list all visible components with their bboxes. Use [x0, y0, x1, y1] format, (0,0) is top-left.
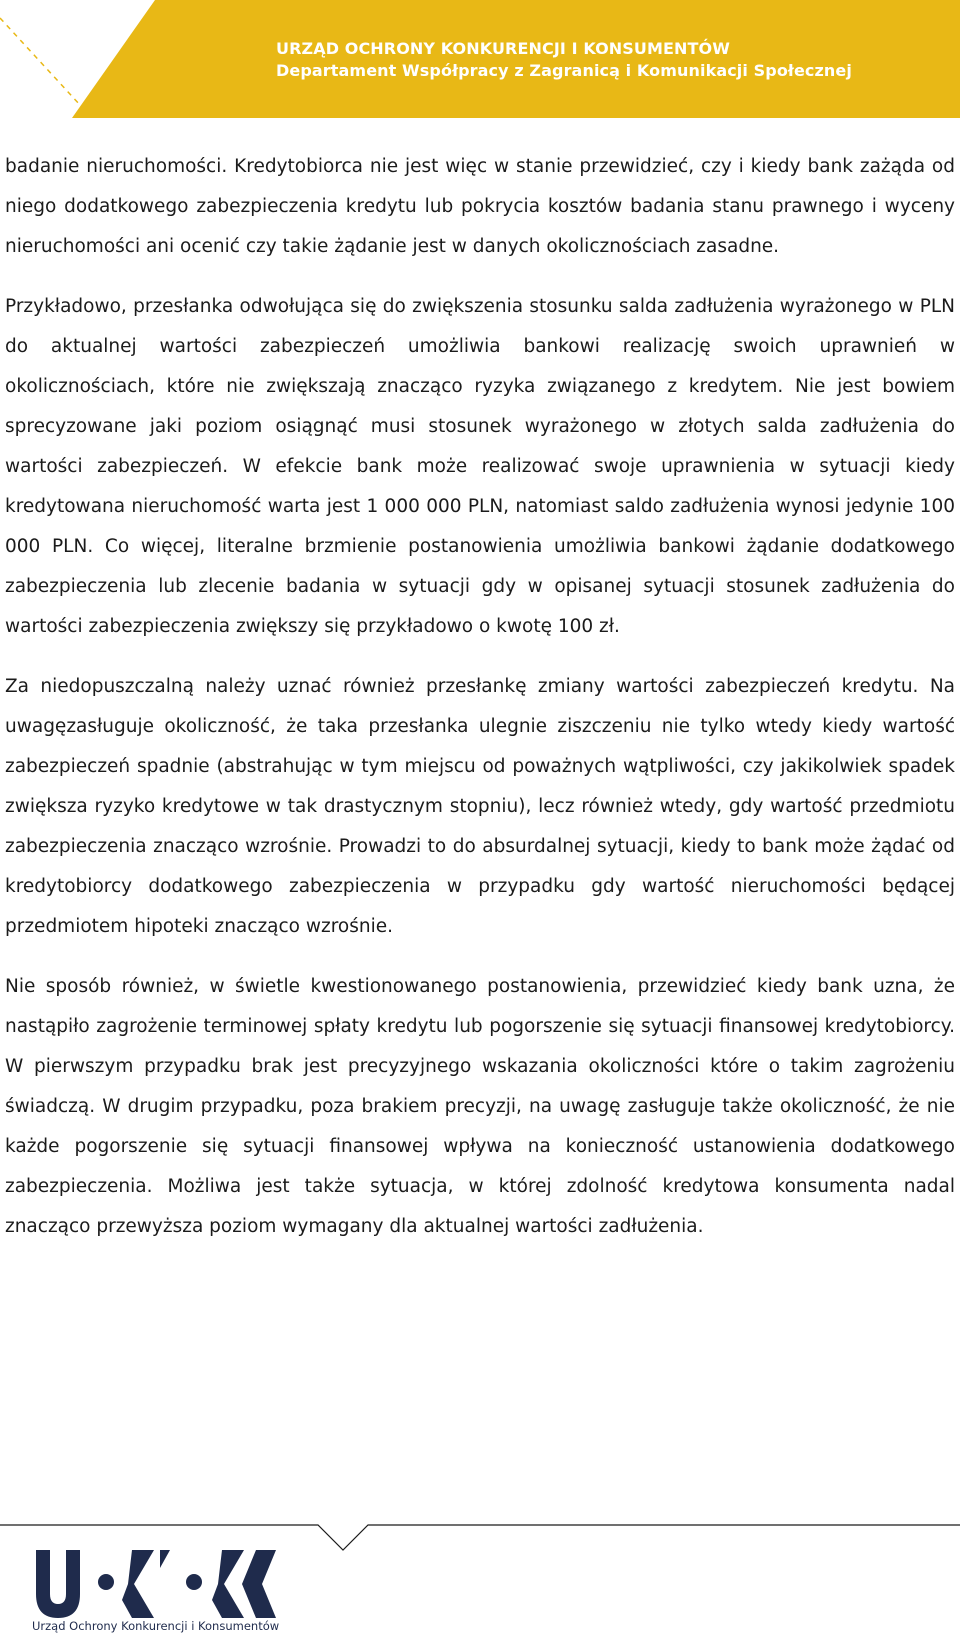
paragraph-4: Nie sposób również, w świetle kwestionowanego postanowienia, przewidzieć kiedy bank uzna, że nastąpiło zagrożenie terminowej spłaty kredytu lub pogorszenie się sytuacji finansowej kredytobiorcy. W pierwszym przypadku brak jest precyzyjnego wskazania okoliczności które o takim zagrożeniu świadczą. W drugim przypadku, poza brakiem precyzji, na uwagę zasługuje także okoliczność, że nie każde pogorszenie się sytuacji finansowej wpływa na konieczność ustanowienia dodatkowego zabezpieczenia. Możliwa jest także sytuacja, w której zdolność kredytowa konsumenta nadal znacząco przewyższa poziom wymagany dla aktualnej wartości zadłużenia.	[5, 976, 955, 1237]
paragraph-3: Za niedopuszczalną należy uznać również przesłankę zmiany wartości zabezpieczeń kredytu. Na uwagęzasługuje okoliczność, że taka przesłanka ulegnie ziszczeniu nie tylko wtedy kiedy wartość zabezpieczeń spadnie (abstrahując w tym miejscu od poważnych wątpliwości, czy jakikolwiek spadek zwiększa ryzyko kredytowe w tak drastycznym stopniu), lecz również wtedy, gdy wartość przedmiotu zabezpieczenia znacząco wzrośnie. Prowadzi to do absurdalnej sytuacji, kiedy to bank może żądać od kredytobiorcy dodatkowego zabezpieczenia w przypadku gdy wartość nieruchomości będącej przedmiotem hipoteki znacząco wzrośnie.	[5, 676, 955, 937]
paragraph-2: Przykładowo, przesłanka odwołująca się do zwiększenia stosunku salda zadłużenia wyrażonego w PLN do aktualnej wartości zabezpieczeń umożliwia bankowi realizację swoich uprawnień w okolicznościach, które nie zwiększają znacząco ryzyka związanego z kredytem. Nie jest bowiem sprecyzowane jaki poziom osiągnąć musi stosunek wyrażonego w złotych salda zadłużenia do wartości zabezpieczeń. W efekcie bank może realizować swoje uprawnienia w sytuacji kiedy kredytowana nieruchomość warta jest 1 000 000 PLN, natomiast saldo zadłużenia wynosi jedynie 100 000 PLN. Co więcej, literalne brzmienie postanowienia umożliwia bankowi żądanie dodatkowego zabezpieczenia lub zlecenie badania w sytuacji gdy w opisanej sytuacji stosunek zadłużenia do wartości zabezpieczenia zwiększy się przykładowo o kwotę 100 zł.	[5, 296, 955, 637]
page-header	[0, 0, 960, 118]
paragraph-1: badanie nieruchomości. Kredytobiorca nie jest więc w stanie przewidzieć, czy i kiedy bank zażąda od niego dodatkowego zabezpieczenia kredytu lub pokrycia kosztów badania stanu prawnego i wyceny nieruchomości ani ocenić czy takie żądanie jest w danych okolicznościach zasadne.	[5, 156, 955, 257]
header-department: Departament Współpracy z Zagranicą i Komunikacji Społecznej	[276, 61, 852, 80]
document-body	[5, 147, 955, 1267]
footer-caption: Urząd Ochrony Konkurencji i Konsumentów	[32, 1619, 280, 1633]
header-title	[276, 38, 852, 82]
header-institution: URZĄD OCHRONY KONKURENCJI I KONSUMENTÓW	[276, 39, 731, 58]
